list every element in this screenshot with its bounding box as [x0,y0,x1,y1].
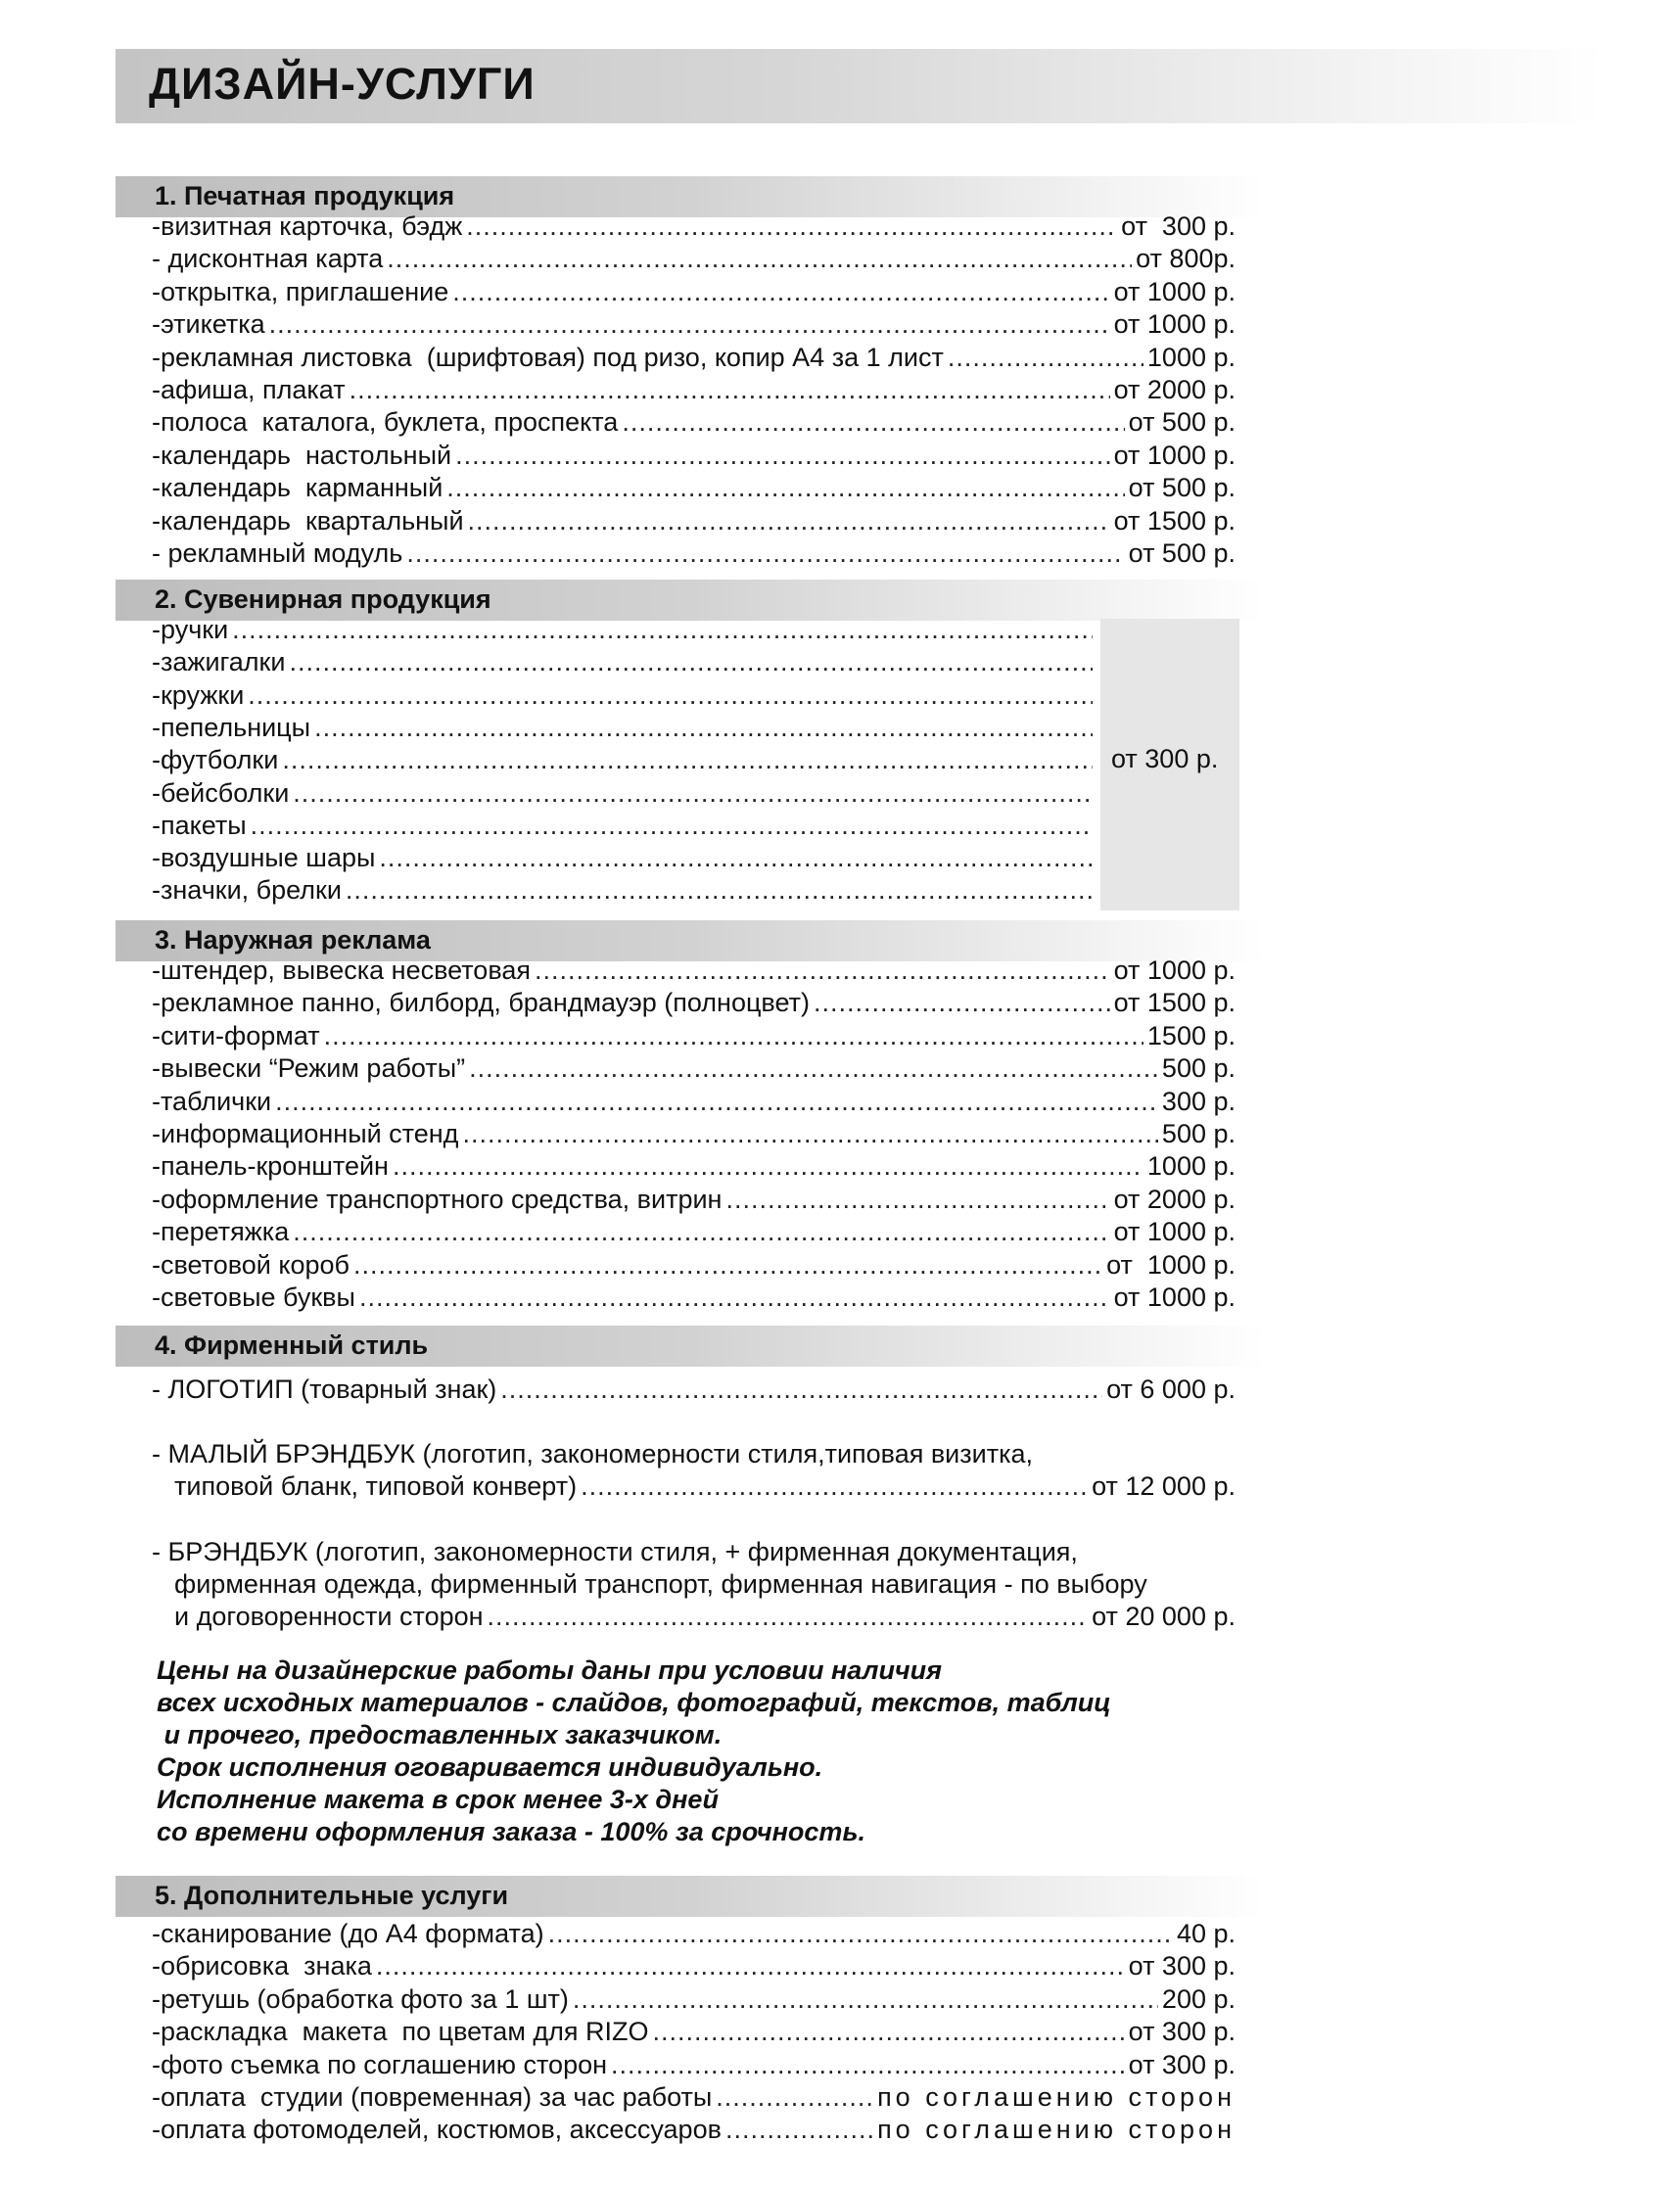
leader-dots [622,407,1124,438]
price-list-row [152,1919,1236,1951]
leader-dots [393,1151,1143,1182]
item-name: -таблички [152,1086,272,1116]
item-name: -сити-формат [152,1020,320,1050]
leader-dots [406,538,1124,569]
item-price: от 500 р. [1128,538,1236,568]
item-name: - рекламный модуль [152,538,403,568]
item-price: 40 р. [1176,1919,1236,1948]
leader-dots [548,1919,1173,1949]
item-price: от 300 р. [1128,1951,1236,1981]
leader-dots [469,1053,1158,1084]
item-name: -календарь карманный [152,473,443,503]
leader-dots [653,2017,1125,2047]
leader-dots [716,2082,873,2113]
leader-dots [462,1119,1157,1149]
leader-dots [353,1250,1102,1281]
price-list-row [152,2050,1236,2082]
item-price: от 1000 р. [1113,276,1236,306]
leader-dots [573,1984,1158,2015]
price-list-row [152,713,1097,745]
item-name: -афиша, плакат [152,375,346,404]
item-name: -пепельницы [152,712,311,742]
item-price: от 1000 р. [1113,1217,1236,1247]
item-price: от 300 р. [1128,2017,1236,2047]
brand-logo-row: - ЛОГОТИП (товарный знак) ..... от 6 000 р. [152,1375,1236,1407]
leader-dots [289,647,1093,677]
souvenir-price: от 300 р. [1111,744,1219,773]
item-price: от 1500 р. [1113,505,1236,536]
item-name: -рекламное панно, билборд, брандмауэр (полноцвет) [152,988,810,1018]
item-name: -сканирование (до А4 формата) [152,1919,544,1948]
price-list-row [152,2017,1236,2049]
price-list-row [152,2082,1236,2115]
leader-dots [379,843,1093,873]
leader-dots [293,778,1093,809]
price-list-row [152,988,1236,1020]
price-list-row [152,506,1236,538]
item-name: -панель-кронштейн [152,1151,389,1182]
leader-dots [282,745,1093,775]
item-name: -кружки [152,679,245,710]
price-list-row [152,244,1236,276]
item-name: -пакеты [152,810,247,840]
leader-dots [814,988,1110,1018]
brandbook-line2: фирменная одежда, фирменный транспорт, фирменная навигация - по выбору [174,1569,1147,1599]
item-name: -обрисовка знака [152,1951,372,1981]
item-price: от 1000 р. [1113,440,1236,470]
section-heading-brand: 4. Фирменный стиль [116,1326,1266,1367]
brandbook-row: и договоренности сторон ..... от 20 000 р. [174,1602,1236,1634]
item-price: от 1000 р. [1113,309,1236,340]
price-list-row [152,211,1236,244]
leader-dots [350,375,1110,405]
price-list-row [152,843,1097,875]
price-list-row [152,407,1236,440]
page-title: ДИЗАЙН-УСЛУГИ [149,59,536,109]
item-name: -календарь квартальный [152,505,464,536]
item-name: -полоса каталога, буклета, проспекта [152,407,619,438]
item-name: -воздушные шары [152,843,376,873]
leader-dots [248,680,1093,711]
leader-dots [452,277,1109,307]
section-heading-print: 1. Печатная продукция [116,176,1266,217]
item-name: -оформление транспортного средства, витрин [152,1184,723,1214]
price-list-row [152,1984,1236,2017]
leader-dots [446,473,1124,503]
item-price: по соглашению сторон [877,2082,1236,2112]
small-brandbook-line1: - МАЛЫЙ БРЭНДБУК (логотип, закономерности стиля,типовая визитка, [152,1439,1034,1468]
price-list-row [152,1021,1236,1053]
section-heading-extra: 5. Дополнительные услуги [116,1876,1266,1917]
item-name: -вывески “Режим работы” [152,1053,466,1084]
price-list-row [152,1185,1236,1217]
item-name: -информационный стенд [152,1119,459,1148]
leader-dots [324,1021,1143,1051]
item-name: -календарь настольный [152,440,452,470]
item-price: 1000 р. [1146,342,1236,372]
leader-dots [269,309,1110,340]
leader-dots [275,1087,1158,1117]
pricing-note: Цены на дизайнерские работы даны при условии наличия всех исходных материалов - слайдов, фотографий, текстов, таблиц и прочего, предоставленных заказчиком. Срок исполнения оговаривается индивидуально. Исполнение макета в срок менее 3-х дней со времени оформления заказа - 100% за срочность. [157,1655,1111,1846]
price-list-row [152,1250,1236,1282]
leader-dots [611,2050,1125,2080]
item-name: -значки, брелки [152,875,342,906]
price-list-row [152,277,1236,309]
item-name: -открытка, приглашение [152,276,449,306]
leader-dots [535,956,1110,986]
price-list-row [152,680,1097,713]
price-list-row [152,875,1097,908]
price-list-row [152,778,1097,811]
item-name: -световой короб [152,1249,350,1280]
item-name: -этикетка [152,309,265,340]
item-name: -ручки [152,615,229,644]
brandbook-line1: - БРЭНДБУК (логотип, закономерности стиля, + фирменная документация, [152,1537,1078,1566]
leader-dots [314,713,1093,743]
leader-dots [251,811,1093,841]
item-name: -зажигалки [152,647,286,677]
leader-dots [455,441,1110,471]
price-list-row [152,745,1097,777]
price-list-row [152,811,1097,843]
price-list-row [152,1151,1236,1184]
item-price: от 800р. [1136,244,1236,274]
price-list-row [152,473,1236,505]
item-price: от 1000 р. [1106,1249,1236,1280]
item-name: -фото съемка по соглашению сторон [152,2049,608,2079]
item-price: 1000 р. [1146,1151,1236,1182]
small-brandbook-row: типовой бланк, типовой конверт) ..... от 12 000 р. [174,1471,1236,1504]
price-list-row [152,1119,1236,1151]
item-price: от 2000 р. [1113,375,1236,404]
leader-dots [725,2115,873,2145]
leader-dots [387,244,1132,274]
item-price: 1500 р. [1146,1020,1236,1050]
item-name: -рекламная листовка (шрифтовая) под ризо, копир А4 за 1 лист [152,342,944,372]
price-list-row [152,956,1236,988]
leader-dots [376,1951,1125,1981]
price-list-row [152,615,1097,647]
item-name: -оплата студии (повременная) за час работы [152,2082,713,2112]
item-name: -футболки [152,745,279,775]
price-list-row [152,375,1236,407]
leader-dots [232,615,1093,645]
item-name: -визитная карточка, бэдж [152,211,463,241]
leader-dots [346,875,1093,906]
item-price: от 500 р. [1128,473,1236,503]
item-price: от 1000 р. [1113,956,1236,985]
price-list-row [152,1282,1236,1315]
section-heading-outdoor: 3. Наружная реклама [116,920,1266,961]
item-name: - дисконтная карта [152,244,384,274]
leader-dots [293,1217,1109,1247]
item-name: -перетяжка [152,1217,290,1247]
leader-dots [725,1185,1109,1215]
price-list-row [152,1087,1236,1119]
leader-dots [468,506,1110,536]
item-price: от 1000 р. [1113,1282,1236,1312]
leader-dots [948,343,1143,373]
price-list-row [152,1951,1236,1983]
item-price: от 1500 р. [1113,988,1236,1018]
leader-dots [466,211,1117,242]
item-price: от 500 р. [1128,407,1236,438]
item-name: -штендер, вывеска несветовая [152,956,532,985]
item-price: 500 р. [1161,1053,1236,1084]
item-name: -бейсболки [152,777,290,808]
item-price: от 2000 р. [1113,1184,1236,1214]
item-price: от 300 р. [1121,211,1236,241]
price-list-row [152,441,1236,473]
price-list-row [152,1217,1236,1249]
item-price: 300 р. [1161,1086,1236,1116]
price-list-row [152,647,1097,679]
item-price: 200 р. [1161,1983,1236,2014]
item-name: -оплата фотомоделей, костюмов, аксессуаров [152,2115,722,2145]
item-name: -световые буквы [152,1282,355,1312]
title-band [116,49,1604,123]
item-price: по соглашению сторон [877,2115,1236,2145]
price-list-row [152,538,1236,571]
item-name: -раскладка макета по цветам для RIZO [152,2017,649,2047]
price-list-row [152,1053,1236,1086]
price-list-row [152,2115,1236,2147]
leader-dots [359,1282,1110,1313]
price-list-row [152,343,1236,375]
price-list-row [152,309,1236,342]
item-price: от 300 р. [1128,2049,1236,2079]
item-name: -ретушь (обработка фото за 1 шт) [152,1983,569,2014]
item-price: 500 р. [1161,1119,1236,1148]
section-heading-souvenir: 2. Сувенирная продукция [116,580,1266,621]
